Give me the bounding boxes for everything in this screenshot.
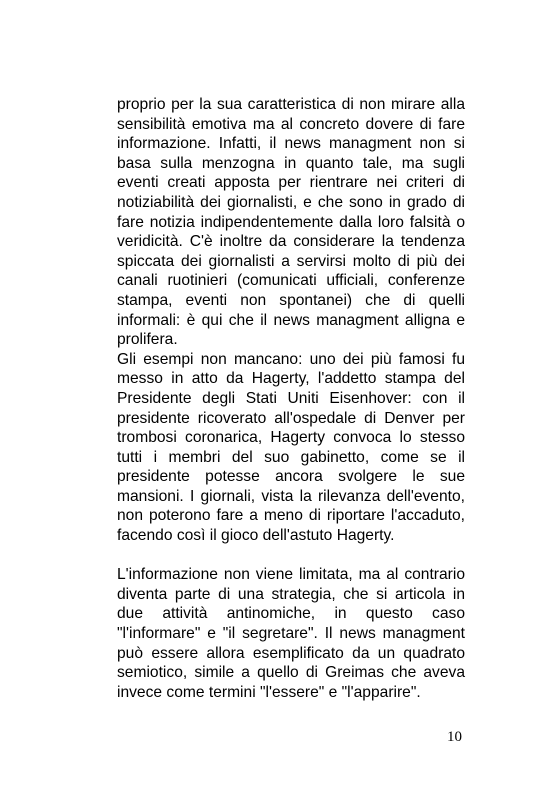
page-number: 10 <box>447 729 462 745</box>
body-text <box>117 95 465 702</box>
paragraph-hagerty-example: Gli esempi non mancano: uno dei più famosi fu messo in atto da Hagerty, l'addetto stampa del Presidente degli Stati Uniti Eisenhover: con il presidente ricoverato all'ospedale di Denver per trombosi coronarica, Hagerty convoca lo stesso tutti i membri del suo gabinetto, come se il presidente potesse ancora svolgere le sue mansioni. I giornali, vista la rilevanza dell'evento, non poterono fare a meno di riportare l'accaduto, facendo così il gioco dell'astuto Hagerty. <box>117 350 465 545</box>
paragraph-news-management: proprio per la sua caratteristica di non mirare alla sensibilità emotiva ma al concreto dovere di fare informazione. Infatti, il news managment non si basa sulla menzogna in quanto tale, ma sugli eventi creati apposta per rientrare nei criteri di notiziabilità dei giornalisti, e che sono in grado di fare notizia indipendentemente dalla loro falsità o veridicità. C'è inoltre da considerare la tendenza spiccata dei giornalisti a servirsi molto di più dei canali ruotinieri (comunicati ufficiali, conferenze stampa, eventi non spontanei) che di quelli informali: è qui che il news managment alligna e prolifera. <box>117 96 465 349</box>
paragraph-semiotic-square: L'informazione non viene limitata, ma al contrario diventa parte di una strategia, che si articola in due attività antinomiche, in questo caso "l'informare" e "il segretare". Il news managment può essere allora esemplificato da un quadrato semiotico, simile a quello di Greimas che aveva invece come termini "l'essere" e "l'apparire". <box>117 566 465 701</box>
